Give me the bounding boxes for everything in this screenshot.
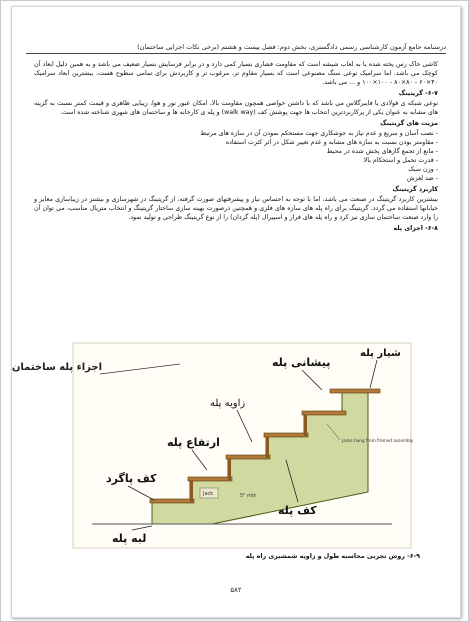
diagram-title: اجزاء پله ساختمان (11, 362, 102, 373)
heading-stair-parts: ۶-۸- اجزای پله (393, 225, 438, 232)
riser-board (266, 437, 269, 458)
label-landing-tread: کف پاگرد (106, 472, 157, 485)
label-stringer: شیار پله (360, 348, 401, 359)
figure-caption: ۶-۹- روش تجربی محاسبه طول و زاویه شمشیری راه پله (245, 553, 420, 560)
label-angle: زاویه پله (210, 398, 246, 409)
label-tread: کف پله (278, 504, 317, 517)
stair-parts-diagram (11, 342, 414, 549)
heading-grating-advantages: مزیت های گریتینگ (380, 120, 438, 127)
riser-board (228, 459, 231, 480)
advantages-list (34, 129, 438, 183)
heading-grating-usage: کاربرد گریتینگ (392, 186, 438, 193)
paragraph-tiles: کاشی خاک رس پخته شده یا به لعاب شیشه است که مقاومت فشاری بسیار کمی دارد و در برابر فرسایش بسیار ضعیف می باشد و به همین دلیل ابعاد آن کوچک می باشد. اما سرامیک نوعی سنگ مصنوعی است که بسیار مقاوم تر، مرغوب تر و کاربردش برای تمامی سطوح هست. بیشترین ابعاد سرامیک ۴۰×۶۰ - ۸۰×۸۰ - ۱۰۰×۱۰۰ و ... می باشد. (34, 61, 438, 86)
list-item: - مانع از تجمع گازهای پخش شده در محیط (326, 148, 438, 155)
landing-board (330, 389, 380, 393)
jack-label: Jack (203, 491, 214, 497)
riser-board (304, 415, 307, 436)
riser-board (190, 481, 193, 502)
label-nosing: پیشانی پله (272, 356, 331, 369)
list-item: - قدرت تحمل و استحکام بالا (363, 157, 438, 164)
document-page (11, 6, 461, 618)
label-riser: ارتفاع پله (167, 436, 220, 449)
body-text (34, 60, 438, 234)
header-divider (26, 53, 446, 54)
list-item: - نصب آسان و سریع و عدم نیاز به جوشکاری جهت مستحکم نمودن آن در سازه های مرتبط (200, 130, 438, 137)
list-item: - ضد لغزش (406, 175, 438, 182)
tread-board (188, 477, 232, 481)
dimension-label: 5" min (240, 493, 257, 499)
jacks-note: Jacks hang from framed assembly (342, 438, 414, 443)
label-tread-edge: لبه پله (112, 532, 147, 545)
tread-board (150, 499, 194, 503)
list-item: - مقاومتر بودن نسبت به سازه های مشابه و عدم تغییر شکل در اثر کثرت استفاده (225, 139, 438, 146)
paragraph-grating: نوعی شبکه ی فولادی یا فایبرگلاس می باشد که با داشتن خواصی همچون مقاومت بالا، امکان عبور نور و هوا، زیبایی ظاهری و قیمت کمتر نسبت به گزینه های مشابه به عنوان یکی از پرکاربردترین انتخاب ها جهت پوشش کف (walk way) و پله ی کارخانه ها و ساختمان های شهری شناخته شده است. (34, 100, 438, 116)
tread-board (226, 455, 270, 459)
page-header: درسنامه جامع آزمون کارشناسی رسمی دادگستری، بخش دوم: فصل بیست و هشتم (برخی نکات اجرایی ساختمان) (137, 43, 446, 51)
page-number: ۵۸۲ (230, 586, 242, 594)
tread-board (302, 411, 346, 415)
list-item: - وزن سبک (408, 166, 438, 173)
paragraph-grating-usage: بیشترین کاربرد گریتینگ در صنعت می باشد، اما با توجه به احساس نیاز و پیشرفتهای صورت گرفته، از گریتینگ در شهرسازی و بیشتر در زیباسازی معابر و خیابانها استفاده می گردد. گریتینگ برای راه پله های سازه های فلزی و همچنین درصورت بهینه سازی ساختار گریتینگ و انتخاب متریال مناسب، می توان آن را وارد صنعت ساختمان سازی نیز کرد و راه پله های فرار و اسپیرال (پله گردان) را از نوع گریتینگ طراحی و تولید نمود. (34, 196, 438, 221)
tread-board (264, 433, 308, 437)
heading-grating: ۶-۷- گریتینگ (398, 90, 438, 97)
